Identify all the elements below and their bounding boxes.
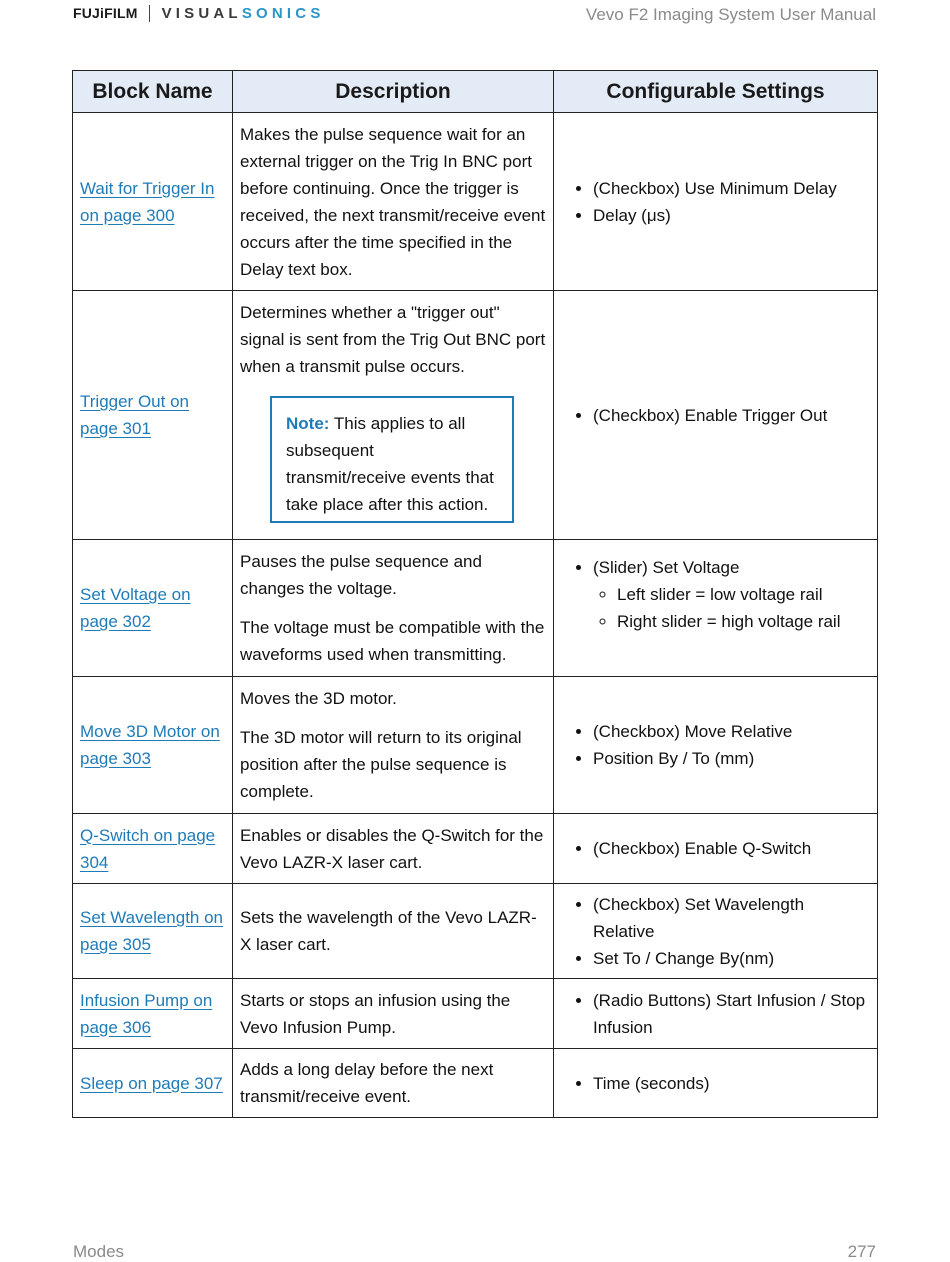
settings-cell <box>554 540 878 677</box>
block-name-cell <box>73 540 233 677</box>
description-cell <box>233 540 554 677</box>
settings-list <box>561 402 870 429</box>
settings-item: • (Checkbox) Set Wavelength Relative <box>593 891 870 945</box>
settings-list <box>561 554 870 635</box>
table-row <box>73 113 878 291</box>
settings-item: • (Checkbox) Move Relative <box>593 718 870 745</box>
settings-item: • Position By / To (mm) <box>593 745 870 772</box>
description-cell <box>233 291 554 540</box>
settings-cell <box>554 1049 878 1118</box>
block-name-cell <box>73 814 233 884</box>
logo-visual: VISUAL <box>161 4 242 22</box>
settings-cell <box>554 677 878 814</box>
block-name-cell <box>73 1049 233 1118</box>
description-text: Sets the wavelength of the Vevo LAZR-X laser cart. <box>240 908 537 954</box>
page-number: 277 <box>847 1242 876 1261</box>
column-header-description: Description <box>233 71 554 113</box>
description-text: Determines whether a "trigger out" signal is sent from the Trig Out BNC port when a transmit pulse occurs. <box>240 303 546 376</box>
sub-settings-item: ◦ Right slider = high voltage rail <box>617 608 870 635</box>
description-text: Starts or stops an infusion using the Vevo Infusion Pump. <box>240 990 511 1037</box>
description-cell <box>233 677 554 814</box>
footer-section-name: Modes <box>73 1242 125 1261</box>
link-set-voltage[interactable]: Set Voltage on page 302 <box>80 585 191 631</box>
table-header-row <box>73 71 878 113</box>
description-cell <box>233 1049 554 1118</box>
settings-list <box>561 891 870 972</box>
table-row <box>73 677 878 814</box>
settings-cell <box>554 113 878 291</box>
settings-list <box>561 175 870 229</box>
settings-cell <box>554 814 878 884</box>
settings-item: • Delay (μs) <box>593 202 870 229</box>
link-sleep[interactable]: Sleep on page 307 <box>80 1073 223 1093</box>
settings-list <box>561 1070 870 1097</box>
settings-item: • (Checkbox) Enable Trigger Out <box>593 402 870 429</box>
description-text: The voltage must be compatible with the waveforms used when transmitting. <box>240 618 545 664</box>
fujifilm-visualsonics-logo <box>73 4 325 22</box>
settings-item: • (Checkbox) Use Minimum Delay <box>593 175 870 202</box>
block-name-cell <box>73 291 233 540</box>
settings-item: • (Checkbox) Enable Q-Switch <box>593 835 870 862</box>
settings-item: • Set To / Change By(nm) <box>593 945 870 972</box>
description-text: The 3D motor will return to its original position after the pulse sequence is complete. <box>240 728 522 801</box>
settings-item-label: (Slider) Set Voltage <box>593 558 740 577</box>
settings-item: • Time (seconds) <box>593 1070 870 1097</box>
description-cell <box>233 884 554 979</box>
table-row <box>73 814 878 884</box>
settings-item <box>593 554 870 635</box>
description-text: Pauses the pulse sequence and changes the voltage. <box>240 552 482 598</box>
table-row <box>73 979 878 1049</box>
sub-settings-list <box>593 581 870 635</box>
document-title: Vevo F2 Imaging System User Manual <box>585 5 876 24</box>
description-cell <box>233 113 554 291</box>
note-label: Note: <box>286 414 330 433</box>
link-infusion-pump[interactable]: Infusion Pump on page 306 <box>80 990 213 1037</box>
settings-item: • (Radio Buttons) Start Infusion / Stop Infusion <box>593 987 870 1041</box>
link-move-3d-motor[interactable]: Move 3D Motor on page 303 <box>80 722 220 768</box>
table-row <box>73 540 878 677</box>
note-box <box>270 396 514 523</box>
settings-list <box>561 718 870 772</box>
description-text: Makes the pulse sequence wait for an external trigger on the Trig In BNC port before continuing. Once the trigger is received, the next transmit/receive event occurs after the time specified in the Delay text box. <box>240 124 546 279</box>
logo-divider <box>149 5 150 22</box>
link-trigger-out[interactable]: Trigger Out on page 301 <box>80 392 189 438</box>
description-cell <box>233 814 554 884</box>
settings-cell <box>554 291 878 540</box>
settings-list <box>561 835 870 862</box>
description-cell <box>233 979 554 1049</box>
table-row <box>73 884 878 979</box>
block-name-cell <box>73 884 233 979</box>
table-row <box>73 1049 878 1118</box>
block-table <box>72 70 878 1118</box>
table-row <box>73 291 878 540</box>
block-name-cell <box>73 113 233 291</box>
link-set-wavelength[interactable]: Set Wavelength on page 305 <box>80 908 224 954</box>
description-text: Enables or disables the Q-Switch for the Vevo LAZR-X laser cart. <box>240 825 544 872</box>
column-header-configurable-settings: Configurable Settings <box>554 71 878 113</box>
link-q-switch[interactable]: Q-Switch on page 304 <box>80 825 216 872</box>
block-name-cell <box>73 979 233 1049</box>
note-text: This applies to all subsequent transmit/receive events that take place after this action. <box>286 414 494 514</box>
logo-brand: FUJiFILM <box>73 5 138 21</box>
link-wait-for-trigger-in[interactable]: Wait for Trigger In on page 300 <box>80 178 215 225</box>
settings-list <box>561 987 870 1041</box>
description-text: Adds a long delay before the next transmit/receive event. <box>240 1060 494 1106</box>
block-name-cell <box>73 677 233 814</box>
sub-settings-item: ◦ Left slider = low voltage rail <box>617 581 870 608</box>
description-text: Moves the 3D motor. <box>240 689 397 708</box>
column-header-block-name: Block Name <box>73 71 233 113</box>
settings-cell <box>554 884 878 979</box>
logo-sonics: SONICS <box>241 4 325 22</box>
settings-cell <box>554 979 878 1049</box>
